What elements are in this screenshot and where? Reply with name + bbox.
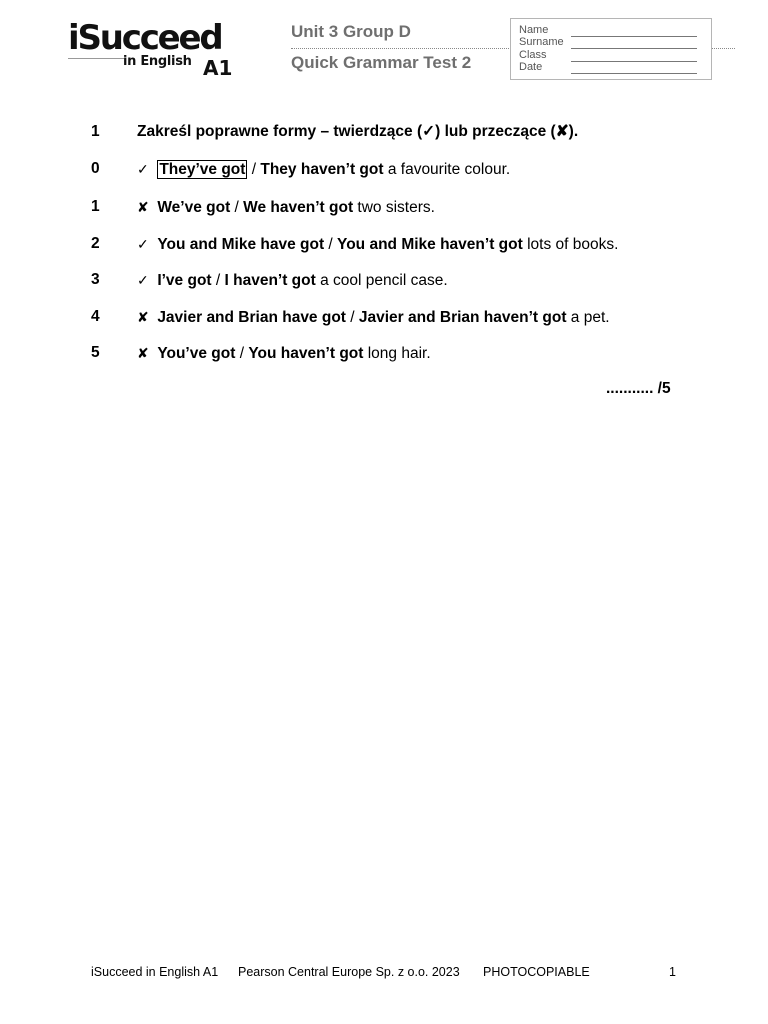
footer-page-number: 1 xyxy=(669,965,676,979)
cross-icon: ✘ xyxy=(137,199,149,215)
surname-field[interactable] xyxy=(519,37,707,49)
date-line xyxy=(571,73,697,74)
option-negative[interactable]: We haven’t got xyxy=(243,199,354,216)
option-negative[interactable]: You and Mike haven’t got xyxy=(337,236,523,253)
cross-icon: ✘ xyxy=(137,309,149,325)
footer-photocopiable: PHOTOCOPIABLE xyxy=(483,965,590,979)
option-separator: / xyxy=(235,345,249,362)
item-number: 1 xyxy=(91,198,100,215)
logo-underline xyxy=(68,58,124,59)
class-label: Class xyxy=(519,49,547,61)
item-number: 5 xyxy=(91,344,100,361)
class-field[interactable] xyxy=(519,50,707,62)
option-affirmative[interactable]: We’ve got xyxy=(157,199,231,216)
logo-level: A1 xyxy=(203,56,233,80)
sentence-ending: a pet. xyxy=(566,309,610,326)
option-negative[interactable]: I haven’t got xyxy=(224,272,316,289)
footer-publisher: Pearson Central Europe Sp. z o.o. 2023 xyxy=(238,965,460,979)
option-negative[interactable]: Javier and Brian haven’t got xyxy=(358,309,567,326)
item-number: 2 xyxy=(91,235,100,252)
date-label: Date xyxy=(519,61,543,73)
surname-label: Surname xyxy=(519,36,564,48)
footer-book-title: iSucceed in English A1 xyxy=(91,965,219,979)
sentence-ending: two sisters. xyxy=(353,199,435,216)
cross-icon: ✘ xyxy=(137,345,149,361)
item-number: 4 xyxy=(91,308,100,325)
option-affirmative[interactable]: You’ve got xyxy=(157,345,236,362)
name-label: Name xyxy=(519,24,549,36)
check-icon: ✓ xyxy=(137,272,149,288)
surname-line xyxy=(571,48,697,49)
option-separator: / xyxy=(230,199,244,216)
check-icon: ✓ xyxy=(137,161,149,177)
student-info-box xyxy=(510,18,712,80)
unit-title: Unit 3 Group D xyxy=(291,22,411,41)
option-affirmative-selected[interactable]: They’ve got xyxy=(159,161,246,178)
option-separator: / xyxy=(324,236,338,253)
isucceed-logo xyxy=(68,16,238,86)
option-affirmative[interactable]: I’ve got xyxy=(157,272,212,289)
sentence-ending: long hair. xyxy=(363,345,431,362)
option-separator: / xyxy=(345,309,359,326)
item-number: 3 xyxy=(91,271,100,288)
exercise-number: 1 xyxy=(91,123,100,140)
sentence-ending: a cool pencil case. xyxy=(315,272,448,289)
option-negative[interactable]: You haven’t got xyxy=(248,345,364,362)
sentence-ending: a favourite colour. xyxy=(383,161,511,178)
option-negative[interactable]: They haven’t got xyxy=(260,161,384,178)
option-affirmative[interactable]: You and Mike have got xyxy=(157,236,325,253)
option-separator: / xyxy=(211,272,225,289)
exercise-instruction: Zakreśl poprawne formy – twierdzące (✓) lub przeczące (✘). xyxy=(137,123,579,140)
logo-subtitle: in English xyxy=(123,54,192,69)
option-affirmative[interactable]: Javier and Brian have got xyxy=(157,309,346,326)
date-field[interactable] xyxy=(519,62,707,74)
logo-wordmark: iSucceed xyxy=(68,18,222,58)
test-title: Quick Grammar Test 2 xyxy=(291,53,472,72)
item-number: 0 xyxy=(91,160,100,177)
sentence-ending: lots of books. xyxy=(522,236,619,253)
check-icon: ✓ xyxy=(137,236,149,252)
score-field: ........... /5 xyxy=(606,380,671,397)
option-separator: / xyxy=(247,161,261,178)
